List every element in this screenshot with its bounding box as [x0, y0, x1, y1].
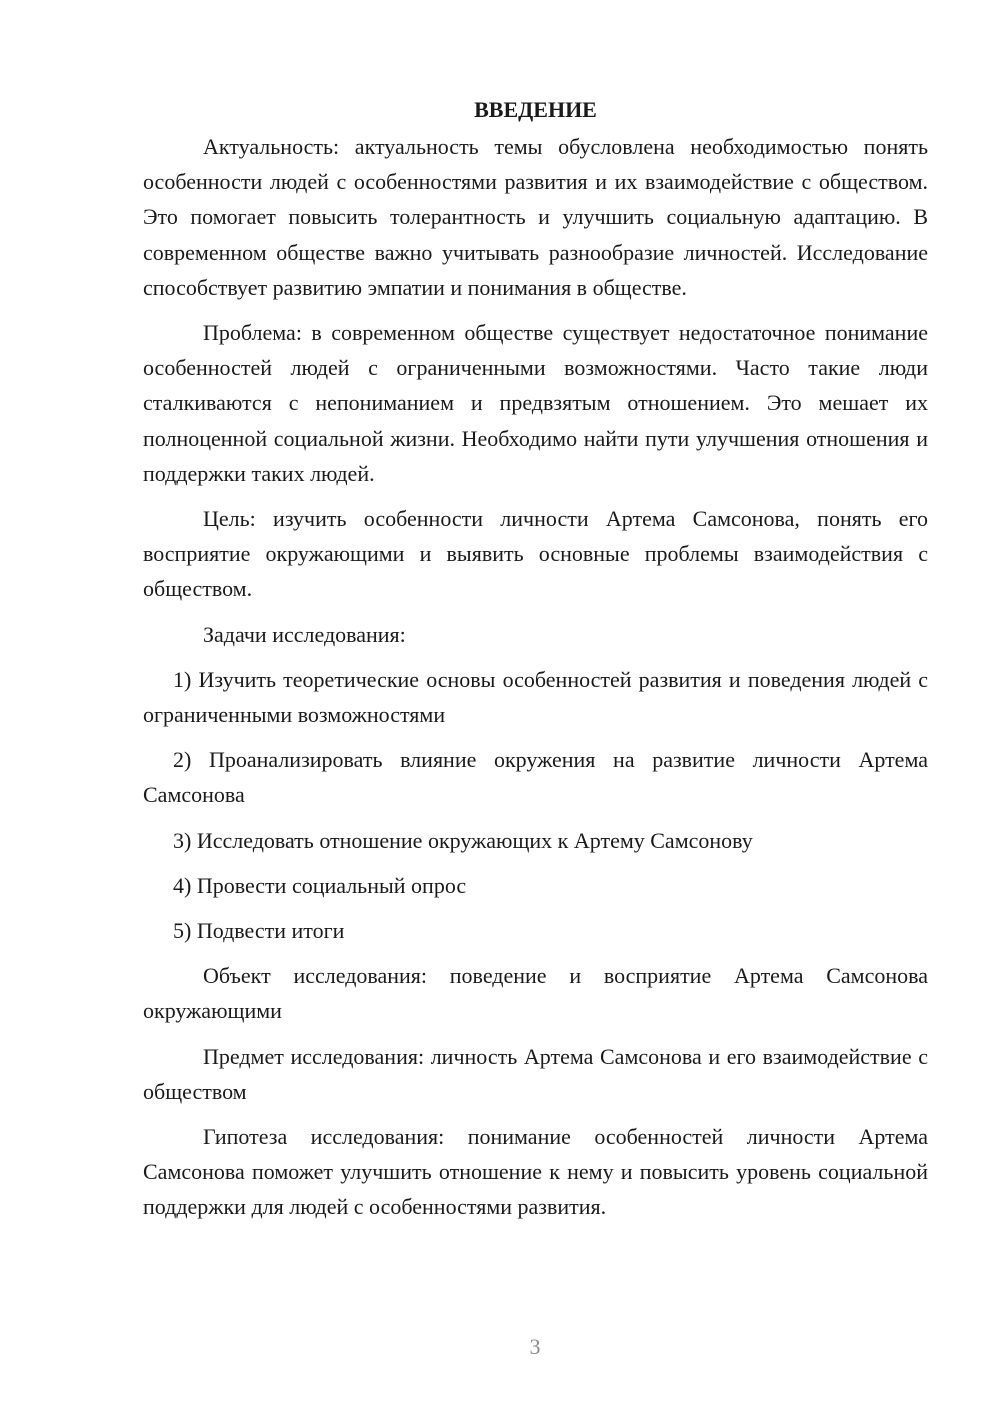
task-item: 1) Изучить теоретические основы особенностей развития и поведения людей с ограниченными возможностями — [143, 666, 928, 728]
paragraph-goal: Цель: изучить особенности личности Артема Самсонова, понять его восприятие окружающими и выявить основные проблемы взаимодействия с обществом. — [143, 506, 928, 602]
section-heading: ВВЕДЕНИЕ — [474, 97, 597, 122]
paragraph-relevance: Актуальность: актуальность темы обусловлена необходимостью понять особенности людей с особенностями развития и их взаимодействие с обществом. Это помогает повысить толерантность и улучшить социальную адаптацию. В современном обществе важно учитывать разнообразие личностей. Исследование способствует развитию эмпатии и понимания в обществе. — [143, 134, 928, 300]
paragraph-problem: Проблема: в современном обществе существует недостаточное понимание особенностей людей с ограниченными возможностями. Часто такие люди сталкиваются с непониманием и предвзятым отношением. Это мешает их полноценной социальной жизни. Необходимо найти пути улучшения отношения и поддержки таких людей. — [143, 320, 928, 486]
task-item: 5) Подвести итоги — [173, 918, 345, 944]
paragraph-hypothesis: Гипотеза исследования: понимание особенностей личности Артема Самсонова поможет улучшить отношение к нему и повысить уровень социальной поддержки для людей с особенностями развития. — [143, 1124, 928, 1220]
tasks-title: Задачи исследования: — [203, 621, 406, 647]
paragraph-object: Объект исследования: поведение и восприятие Артема Самсонова окружающими — [143, 963, 928, 1024]
task-item: 2) Проанализировать влияние окружения на развитие личности Артема Самсонова — [143, 747, 928, 808]
document-page — [143, 92, 928, 1235]
task-item: 3) Исследовать отношение окружающих к Артему Самсонову — [173, 827, 753, 853]
task-item: 4) Провести социальный опрос — [173, 872, 467, 898]
paragraph-subject: Предмет исследования: личность Артема Самсонова и его взаимодействие с обществом — [143, 1043, 928, 1104]
page-number: 3 — [529, 1334, 541, 1359]
